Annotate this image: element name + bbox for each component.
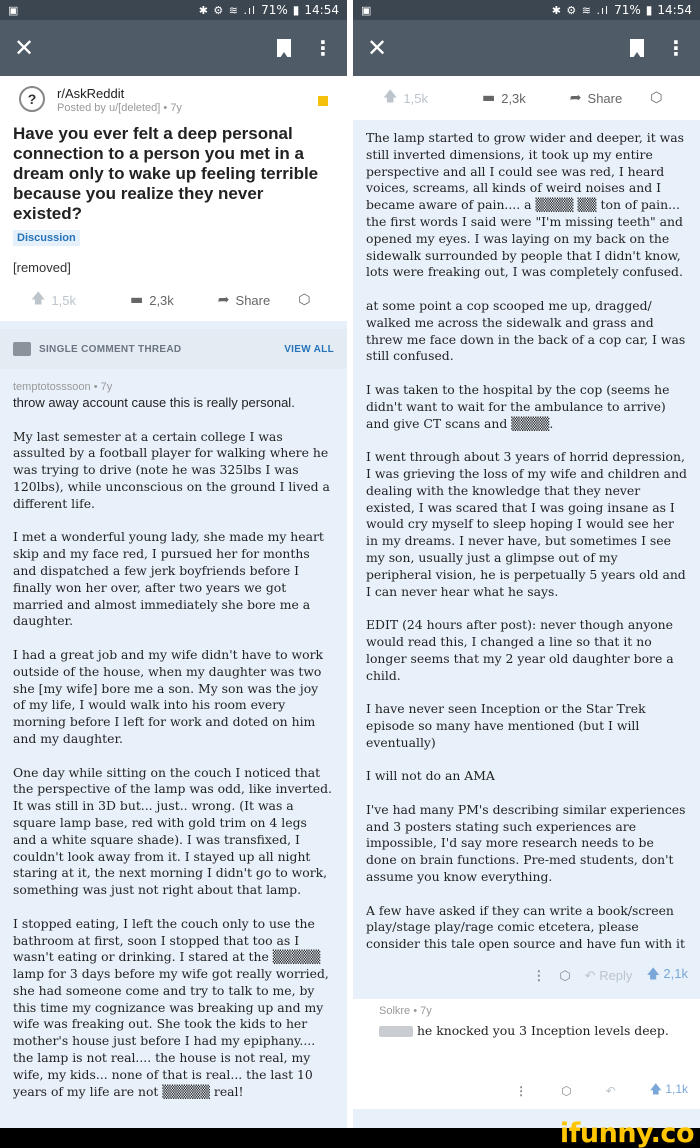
comment-paragraph: I met a wonderful young lady, she made my heart skip and my face red, I pursued her for months and dispatched a few jerk boyfriends before I finally won her over, after two years we got married and almost immediately she bore me a daughter. bbox=[13, 529, 324, 629]
comment-more-icon[interactable]: ⋮ bbox=[532, 968, 546, 984]
reply-reply-icon[interactable]: ↶ bbox=[605, 1083, 616, 1098]
comment-paragraph: I stopped eating, I left the couch only to use the bathroom at first, soon I stopped that too as I wasn't eating or drinking. I stared at the ▒▒▒▒▒ lamp for 3 days before my wife got really worried, she had someone come and try to talk to me, by this time my cognizance was breaking up and my wife was freaking out. She took the kids to her mother's house just before I had my epiphany.... the lamp is not real.... the house is not real, my wife, my kids... none of that is real... the last 10 years of my life are not ▒▒▒▒▒ real! bbox=[13, 915, 329, 1099]
comment-continued bbox=[353, 120, 700, 953]
comment-count: 2,3k bbox=[149, 292, 174, 308]
upvote-icon: 🡅 bbox=[31, 291, 46, 307]
image-notification-icon: ▣ bbox=[361, 4, 372, 17]
post-actions bbox=[353, 76, 700, 120]
upvote-button[interactable] bbox=[31, 288, 76, 312]
battery-level: 71% bbox=[261, 3, 288, 17]
left-screenshot bbox=[0, 0, 347, 1128]
share-label: Share bbox=[235, 292, 271, 308]
comment-paragraph: My last semester at a certain college I was assulted by a football player for walking where he was trying to drive (note he was 325lbs I was 120lbs), while unconscious on the ground I lived a different life. bbox=[13, 428, 330, 511]
upvote-button[interactable] bbox=[383, 86, 428, 110]
battery-icon: ▮ bbox=[292, 3, 300, 17]
comment-paragraph: A few have asked if they can write a book/screen play/stage play/rage comic etcetera, please consider this tale open source and have fun with it bbox=[366, 902, 685, 952]
comment-paragraph: EDIT (24 hours after post): never though anyone would read this, I changed a line so that it no longer seems that my 2 year old daughter bore a child. bbox=[366, 617, 674, 683]
comments-button[interactable] bbox=[130, 292, 174, 308]
battery-icon: ▮ bbox=[645, 3, 653, 17]
gold-icon: ⬡ bbox=[298, 292, 311, 308]
reply-more-icon[interactable]: ⋮ bbox=[515, 1083, 528, 1098]
app-toolbar bbox=[0, 20, 347, 76]
reply-upvote-button[interactable]: 🡅 1,1k bbox=[649, 1082, 688, 1097]
image-notification-icon: ▣ bbox=[8, 4, 19, 17]
close-icon[interactable]: ✕ bbox=[14, 34, 35, 62]
single-thread-bar bbox=[0, 329, 347, 369]
comment-paragraph: One day while sitting on the couch I noticed that the perspective of the lamp was odd, like inverted. It was still in 3D but... just.. wrong. (It was a square lamp base, red with gold trim on 4 legs and a white square shade). I was transfixed, I couldn't look away from it. I stayed up all night staring at it, the next morning I didn't go to work, something was just not right about that lamp. bbox=[13, 764, 332, 898]
reply-gold-icon[interactable]: ⬡ bbox=[561, 1083, 572, 1098]
more-options-icon[interactable]: ⋮ bbox=[313, 36, 333, 60]
share-label: Share bbox=[587, 90, 623, 106]
comment-body-left bbox=[13, 395, 334, 1100]
reply-body bbox=[379, 1023, 690, 1038]
status-icons: ✱ ⚙ ≋ .ıl bbox=[551, 3, 610, 17]
thread-icon bbox=[13, 342, 31, 356]
comment-author[interactable]: temptotosssoon • 7y bbox=[13, 381, 113, 393]
close-icon[interactable]: ✕ bbox=[367, 34, 388, 62]
clock: 14:54 bbox=[657, 3, 692, 17]
comment bbox=[0, 381, 347, 1100]
upvote-count: 1,5k bbox=[403, 90, 428, 106]
reply-button[interactable]: ↶ Reply bbox=[584, 968, 633, 984]
comment-paragraph: I will not do an AMA bbox=[366, 768, 495, 784]
share-icon: ➦ bbox=[217, 292, 230, 308]
post-body: [removed] bbox=[13, 260, 71, 275]
comment-body-right bbox=[366, 130, 687, 953]
clock: 14:54 bbox=[304, 3, 339, 17]
ifunny-watermark: ifunny.co bbox=[559, 1118, 694, 1148]
post-card bbox=[0, 76, 347, 321]
upvote-count: 1,5k bbox=[51, 292, 76, 308]
post-actions bbox=[13, 285, 334, 315]
gold-icon: ⬡ bbox=[650, 90, 663, 106]
view-all-link[interactable]: VIEW ALL bbox=[284, 343, 334, 355]
post-flair[interactable]: Discussion bbox=[13, 230, 80, 246]
app-toolbar bbox=[353, 20, 700, 76]
bookmark-icon[interactable] bbox=[277, 39, 291, 57]
award-icon bbox=[318, 96, 328, 106]
comment-icon: ▬ bbox=[481, 90, 496, 106]
footer-bar bbox=[0, 1118, 700, 1148]
subreddit-name[interactable]: r/AskReddit bbox=[57, 86, 125, 101]
more-options-icon[interactable]: ⋮ bbox=[666, 36, 686, 60]
comment-paragraph: The lamp started to grow wider and deeper, it was still inverted dimensions, it took up my entire perspective and all I could see was red, I heard voices, screams, all kinds of weird noises and I became aware of pain.... a ▒▒▒▒ ▒▒ ton of pain... the first words I said were "I'm missing teeth" and opened my eyes. I was laying on my back on the sidewalk surrounded by people that I didn't know, lots were freaking out, I was completely confused. bbox=[366, 130, 685, 280]
status-bar bbox=[353, 0, 700, 20]
right-screenshot bbox=[353, 0, 700, 1128]
post-title: Have you ever felt a deep personal connection to a person you met in a dream only to wake up feeling terrible because you realize they never existed? bbox=[13, 124, 319, 223]
thread-label: SINGLE COMMENT THREAD bbox=[39, 343, 182, 355]
comment-paragraph: I have never seen Inception or the Star Trek episode so many have mentioned (but I will eventually) bbox=[366, 701, 646, 750]
comment-icon: ▬ bbox=[129, 292, 144, 308]
share-button[interactable] bbox=[570, 90, 622, 106]
comments-button[interactable] bbox=[482, 90, 526, 106]
subreddit-icon[interactable]: ? bbox=[19, 86, 45, 112]
reply-label: Reply bbox=[599, 968, 633, 984]
share-button[interactable] bbox=[218, 292, 270, 308]
gold-button[interactable] bbox=[298, 292, 310, 308]
comment-paragraph: I had a great job and my wife didn't have to work outside of the house, when my daughter was two she [my wife] bore me a son. My son was the joy of my life, I would walk into his room every morning before I left for work and doted on him and my daughter. bbox=[13, 646, 324, 746]
share-icon: ➦ bbox=[569, 90, 582, 106]
comment-count: 2,3k bbox=[501, 90, 526, 106]
comment-paragraph: throw away account cause this is really personal. bbox=[13, 395, 295, 410]
status-icons: ✱ ⚙ ≋ .ıl bbox=[198, 3, 257, 17]
reply-comment bbox=[353, 999, 700, 1109]
gold-button[interactable] bbox=[650, 90, 662, 106]
redacted-word bbox=[379, 1026, 413, 1037]
comment-upvote-button[interactable]: 🡅 2,1k bbox=[646, 966, 688, 982]
comment-actions bbox=[353, 957, 700, 991]
bookmark-icon[interactable] bbox=[630, 39, 644, 57]
post-meta: Posted by u/[deleted] • 7y bbox=[57, 102, 182, 114]
comment-paragraph: I went through about 3 years of horrid depression, I was grieving the loss of my wife and children and dealing with the knowledge that they never existed, I was scared that I was going insane as I would cry myself to sleep hoping I would see her in my dreams. I never have, but sometimes I see my son, usually just a glimpse out of my peripheral vision, he is perpetually 5 years old and I can never hear what he says. bbox=[366, 449, 687, 599]
comment-paragraph: at some point a cop scooped me up, dragged/ walked me across the sidewalk and grass and threw me face down in the back of a cop car, I was still confused. bbox=[366, 297, 686, 364]
comment-paragraph: I was taken to the hospital by the cop (seems he didn't want to wait for the ambulance to arrive) and give CT scans and ▒▒▒▒. bbox=[366, 381, 670, 431]
reply-text: he knocked you 3 Inception levels deep. bbox=[416, 1023, 669, 1039]
upvote-icon: 🡅 bbox=[383, 89, 398, 105]
status-bar bbox=[0, 0, 347, 20]
reply-actions bbox=[515, 1080, 688, 1101]
comment-paragraph: I've had many PM's describing similar experiences and 3 posters stating such experiences are impossible, I'd say more research needs to be done on brain functions. Pre-med students, don't assume you know everything. bbox=[366, 801, 686, 885]
comment-score: 2,1k bbox=[663, 966, 688, 982]
comment-gold-icon[interactable]: ⬡ bbox=[559, 968, 571, 984]
battery-level: 71% bbox=[614, 3, 641, 17]
reply-score: 1,1k bbox=[665, 1082, 688, 1097]
reply-author[interactable]: Solkre • 7y bbox=[379, 1005, 432, 1018]
